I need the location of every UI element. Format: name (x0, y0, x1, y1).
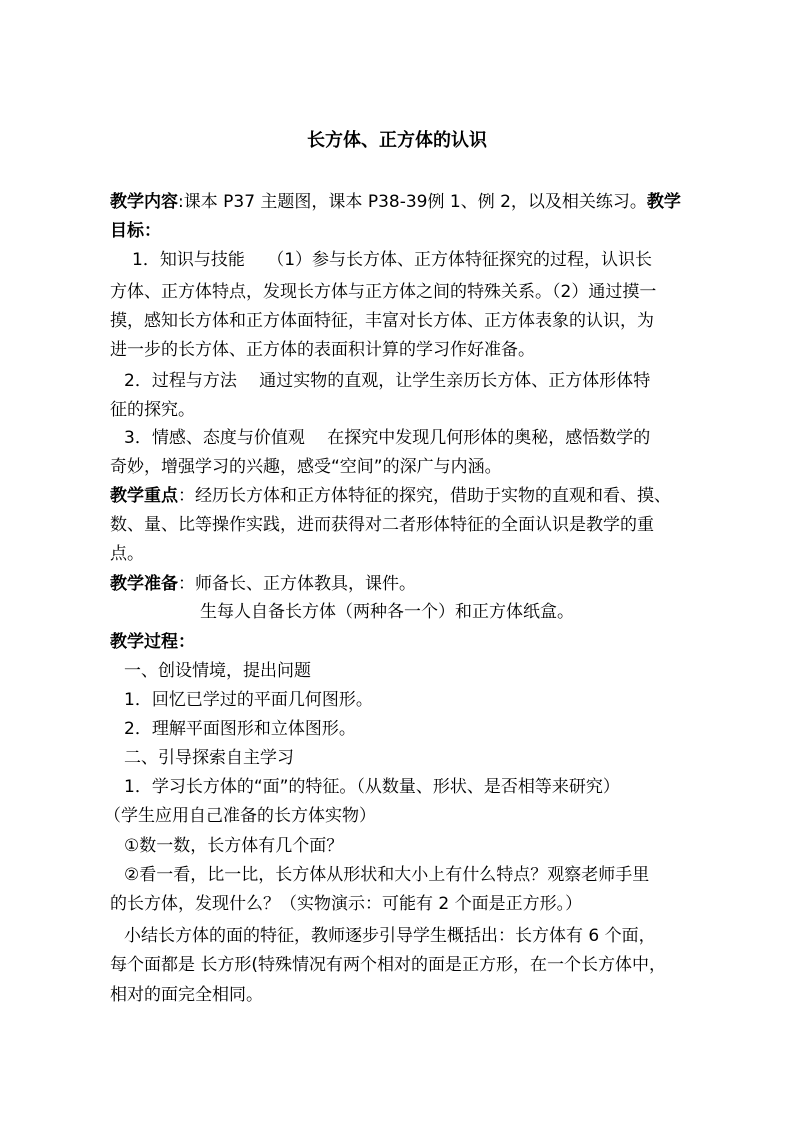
summary-line3: 相对的面完全相同。 (110, 985, 263, 1005)
step2-item1-line2: （学生应用自己准备的长方体实物） (104, 806, 376, 826)
goal-label-line (110, 219, 161, 243)
step1-item1: 1．回忆已学过的平面几何图形。 (124, 690, 373, 710)
key-label: 教学重点 (110, 486, 178, 506)
document-title: 长方体、正方体的认识 (307, 130, 487, 151)
prep-text: ：师备长、正方体教具，课件。 (178, 574, 416, 594)
step2-heading: 二、引导探索自主学习 (124, 748, 294, 768)
key-line3: 点。 (110, 544, 144, 564)
goal1-line2: 方体、正方体特点，发现长方体与正方体之间的特殊关系。（2）通过摸一 (110, 282, 657, 302)
goal-colon: ： (144, 221, 161, 241)
prep-line1 (110, 572, 416, 596)
goal2-line1: 2．过程与方法 通过实物的直观，让学生亲历长方体、正方体形体特 (124, 371, 651, 391)
process-label: 教学过程： (110, 632, 195, 652)
key-text: ：经历长方体和正方体特征的探究，借助于实物的直观和看、摸、 (178, 486, 671, 506)
step1-heading: 一、创设情境，提出问题 (124, 661, 311, 681)
summary-line2: 每个面都是 长方形(特殊情况有两个相对的面是正方形，在一个长方体中， (110, 955, 667, 975)
content-label: 教学内容 (110, 192, 178, 212)
goal3-line1: 3．情感、态度与价值观 在探究中发现几何形体的奥秘，感悟数学的 (124, 428, 651, 448)
goal2-line2: 征的探究。 (110, 400, 195, 420)
key-line1 (110, 484, 671, 508)
goal-label-part1: 教学 (646, 192, 681, 212)
question1: ①数一数，长方体有几个面？ (124, 836, 344, 856)
step2-item1-line1: 1．学习长方体的“面”的特征。（从数量、形状、是否相等来研究） (124, 777, 620, 797)
goal-label-part2: 目标 (110, 221, 144, 241)
content-line (110, 190, 681, 214)
prep-label: 教学准备 (110, 574, 178, 594)
key-line2: 数、量、比等操作实践，进而获得对二者形体特征的全面认识是教学的重 (110, 515, 654, 535)
summary-line1: 小结长方体的面的特征，教师逐步引导学生概括出：长方体有 6 个面， (124, 926, 656, 946)
prep-line2: 生每人自备长方体（两种各一个）和正方体纸盒。 (200, 602, 574, 622)
question2-line1: ②看一看，比一比，长方体从形状和大小上有什么特点？观察老师手里 (124, 865, 650, 885)
goal1-line3: 摸，感知长方体和正方体面特征，丰富对长方体、正方体表象的认识，为 (110, 311, 654, 331)
goal1-line4: 进一步的长方体、正方体的表面积计算的学习作好准备。 (110, 340, 535, 360)
goal3-line2: 奇妙，增强学习的兴趣，感受“空间”的深广与内涵。 (110, 457, 502, 477)
goal1-line1: 1．知识与技能 （1）参与长方体、正方体特征探究的过程，认识长 (132, 250, 653, 270)
question2-line2: 的长方体，发现什么？（实物演示：可能有 2 个面是正方形。） (110, 894, 583, 914)
content-text: :课本 P37 主题图，课本 P38-39例 1、例 2，以及相关练习。 (178, 192, 647, 212)
step1-item2: 2．理解平面图形和立体图形。 (124, 719, 356, 739)
